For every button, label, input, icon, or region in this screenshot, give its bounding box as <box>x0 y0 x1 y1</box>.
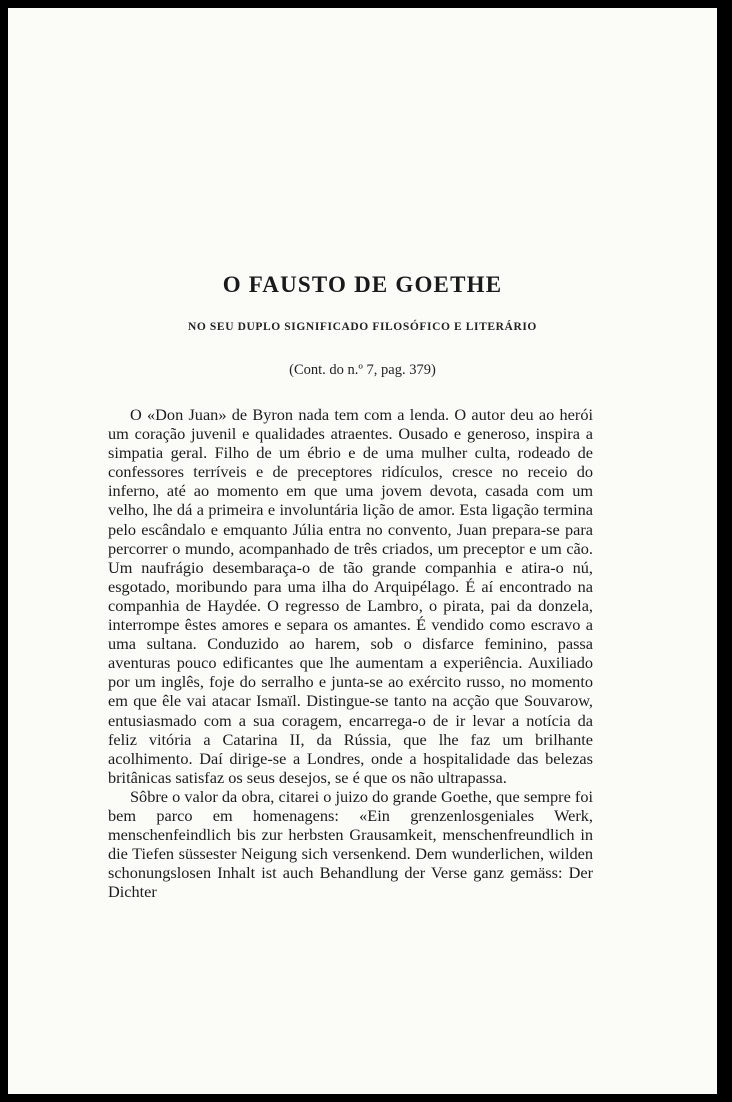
article-body <box>108 405 593 901</box>
article-subtitle: NO SEU DUPLO SIGNIFICADO FILOSÓFICO E LITERÁRIO <box>188 321 537 333</box>
continuation-note: (Cont. do n.º 7, pag. 379) <box>289 362 436 378</box>
document-page <box>8 8 717 1094</box>
article-title: O FAUSTO DE GOETHE <box>222 272 503 297</box>
paragraph: O «Don Juan» de Byron nada tem com a lenda. O autor deu ao herói um coração juvenil e qualidades atraentes. Ousado e generoso, inspira a simpatia geral. Filho de um ébrio e de uma mulher culta, rodeado de confessores terríveis e de preceptores ridículos, cresce no receio do inferno, até ao momento em que uma jovem devota, casada com um velho, lhe dá a primeira e involuntária lição de amor. Esta ligação termina pelo escândalo e emquanto Júlia entra no convento, Juan prepara-se para percorrer o mundo, acompanhado de três criados, um preceptor e um cão. Um naufrágio desembaraça-o de tão grande companhia e atira-o nú, esgotado, moribundo para uma ilha do Arquipélago. É aí encontrado na companhia de Haydée. O regresso de Lambro, o pirata, pai da donzela, interrompe êstes amores e separa os amantes. É vendido como escravo a uma sultana. Conduzido ao harem, sob o disfarce feminino, passa aventuras pouco edificantes que lhe aumentam a experiência. Auxiliado por um inglês, foje do serralho e junta-se ao exército russo, no momento em que êle vai atacar Ismaïl. Distingue-se tanto na acção que Souvarow, entusiasmado com a sua coragem, encarrega-o de ir levar a notícia da feliz vitória a Catarina II, da Rússia, que lhe faz um brilhante acolhimento. Daí dirige-se a Londres, onde a hospitalidade das belezas britânicas satisfaz os seus desejos, se é que os não ultrapassa. <box>108 405 593 787</box>
paragraph: Sôbre o valor da obra, citarei o juizo do grande Goethe, que sempre foi bem parco em homenagens: «Ein grenzenlosgeniales Werk, menschenfeindlich bis zur herbsten Grausamkeit, menschenfreundlich in die Tiefen süssester Neigung sich versenkend. Dem wunderlichen, wilden schonungslosen Inhalt ist auch Behandlung der Verse ganz gemäss: Der Dichter <box>108 786 593 902</box>
